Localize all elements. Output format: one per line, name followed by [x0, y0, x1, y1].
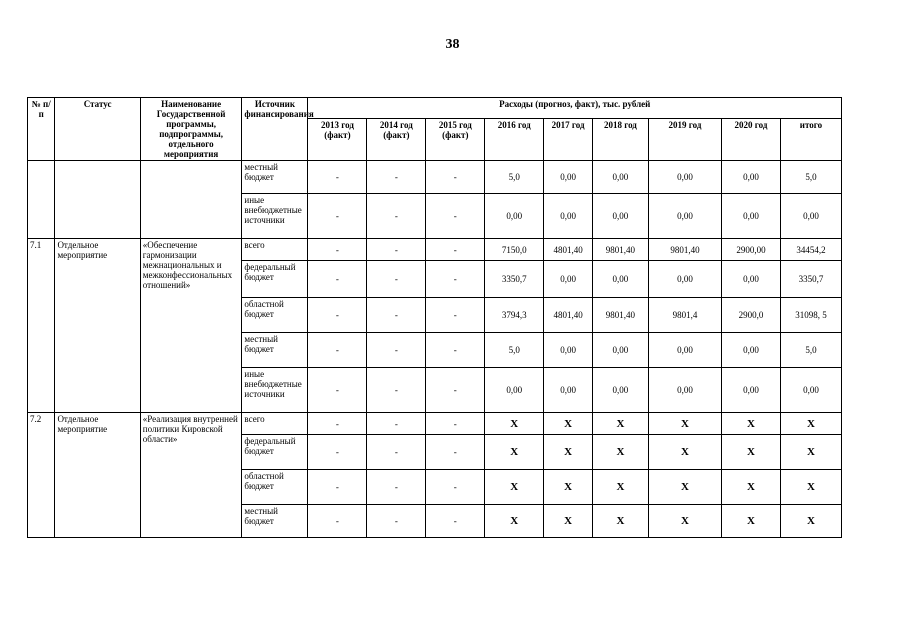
value-cell: 0,00 [780, 194, 841, 239]
value-cell: 0,00 [592, 161, 648, 194]
value-cell: 9801,40 [592, 298, 648, 333]
row-source: всего [242, 413, 308, 435]
value-cell: - [308, 161, 367, 194]
row-source: местный бюджет [242, 505, 308, 538]
value-cell: - [367, 505, 426, 538]
value-cell: X [485, 413, 544, 435]
value-cell: - [367, 239, 426, 261]
value-cell: 2900,00 [722, 239, 781, 261]
row-status: Отдельное мероприятие [55, 239, 140, 413]
value-cell: - [308, 368, 367, 413]
value-cell: 0,00 [592, 261, 648, 298]
header-source: Источник финансирования [242, 98, 308, 161]
value-cell: 0,00 [592, 194, 648, 239]
value-cell: X [780, 470, 841, 505]
value-cell: 0,00 [648, 161, 721, 194]
value-cell: 0,00 [722, 333, 781, 368]
value-cell: X [485, 505, 544, 538]
table-row [28, 161, 842, 194]
value-cell: X [592, 435, 648, 470]
row-name: «Реализация внутренней политики Кировской области» [140, 413, 242, 538]
value-cell: 0,00 [544, 194, 593, 239]
value-cell: - [367, 161, 426, 194]
value-cell: 0,00 [648, 333, 721, 368]
value-cell: 7150,0 [485, 239, 544, 261]
value-cell: 0,00 [544, 161, 593, 194]
header-year: 2020 год [722, 118, 781, 160]
row-source: местный бюджет [242, 333, 308, 368]
value-cell: 9801,40 [592, 239, 648, 261]
budget-table [27, 97, 842, 538]
row-num [28, 161, 55, 239]
value-cell: 0,00 [648, 261, 721, 298]
value-cell: X [722, 470, 781, 505]
value-cell: - [367, 298, 426, 333]
value-cell: - [308, 470, 367, 505]
value-cell: X [544, 470, 593, 505]
value-cell: - [308, 298, 367, 333]
header-row-top [28, 98, 842, 119]
page-number: 38 [445, 37, 460, 52]
row-source: местный бюджет [242, 161, 308, 194]
value-cell: - [426, 368, 485, 413]
row-num: 7.1 [28, 239, 55, 413]
value-cell: 0,00 [544, 333, 593, 368]
row-source: областной бюджет [242, 470, 308, 505]
value-cell: X [592, 505, 648, 538]
value-cell: 0,00 [592, 333, 648, 368]
value-cell: 3350,7 [485, 261, 544, 298]
header-num: № п/п [28, 98, 55, 161]
row-status [55, 161, 140, 239]
value-cell: - [308, 261, 367, 298]
value-cell: - [426, 435, 485, 470]
value-cell: 0,00 [648, 368, 721, 413]
value-cell: - [308, 435, 367, 470]
row-num: 7.2 [28, 413, 55, 538]
value-cell: X [485, 470, 544, 505]
header-year: 2019 год [648, 118, 721, 160]
value-cell: 31098, 5 [780, 298, 841, 333]
value-cell: 34454,2 [780, 239, 841, 261]
row-name [140, 161, 242, 239]
header-year: 2016 год [485, 118, 544, 160]
value-cell: - [308, 333, 367, 368]
value-cell: X [544, 413, 593, 435]
value-cell: 4801,40 [544, 298, 593, 333]
header-year: 2018 год [592, 118, 648, 160]
value-cell: - [367, 194, 426, 239]
table-body [28, 161, 842, 538]
value-cell: - [426, 333, 485, 368]
value-cell: X [648, 413, 721, 435]
value-cell: X [544, 505, 593, 538]
table-row [28, 413, 842, 435]
value-cell: - [426, 194, 485, 239]
value-cell: 9801,4 [648, 298, 721, 333]
header-year: итого [780, 118, 841, 160]
value-cell: - [367, 333, 426, 368]
value-cell: 2900,0 [722, 298, 781, 333]
value-cell: 0,00 [544, 368, 593, 413]
header-year: 2017 год [544, 118, 593, 160]
header-name: Наименование Государственной программы, подпрограммы, отдельного мероприятия [140, 98, 242, 161]
header-status: Статус [55, 98, 140, 161]
row-source: всего [242, 239, 308, 261]
header-year: 2013 год (факт) [308, 118, 367, 160]
value-cell: 5,0 [485, 161, 544, 194]
value-cell: X [592, 470, 648, 505]
value-cell: 3350,7 [780, 261, 841, 298]
value-cell: 0,00 [722, 261, 781, 298]
value-cell: - [426, 298, 485, 333]
row-source: областной бюджет [242, 298, 308, 333]
value-cell: - [308, 194, 367, 239]
value-cell: X [592, 413, 648, 435]
value-cell: X [780, 505, 841, 538]
value-cell: 3794,3 [485, 298, 544, 333]
value-cell: 0,00 [722, 194, 781, 239]
value-cell: X [780, 435, 841, 470]
value-cell: - [426, 161, 485, 194]
value-cell: X [648, 470, 721, 505]
value-cell: - [367, 435, 426, 470]
value-cell: X [722, 435, 781, 470]
value-cell: - [308, 413, 367, 435]
value-cell: 0,00 [722, 368, 781, 413]
value-cell: X [780, 413, 841, 435]
value-cell: - [426, 239, 485, 261]
value-cell: - [308, 505, 367, 538]
value-cell: 0,00 [722, 161, 781, 194]
value-cell: X [648, 435, 721, 470]
row-name: «Обеспечение гармонизации межнациональных и межконфессиональных отношений» [140, 239, 242, 413]
value-cell: - [308, 239, 367, 261]
value-cell: 0,00 [780, 368, 841, 413]
value-cell: X [722, 505, 781, 538]
value-cell: 0,00 [592, 368, 648, 413]
value-cell: 9801,40 [648, 239, 721, 261]
value-cell: 0,00 [485, 368, 544, 413]
value-cell: - [426, 505, 485, 538]
value-cell: 4801,40 [544, 239, 593, 261]
value-cell: - [426, 413, 485, 435]
row-status: Отдельное мероприятие [55, 413, 140, 538]
table-row [28, 239, 842, 261]
value-cell: X [722, 413, 781, 435]
value-cell: - [367, 368, 426, 413]
value-cell: - [426, 261, 485, 298]
row-source: иные внебюджетные источники [242, 368, 308, 413]
value-cell: - [367, 413, 426, 435]
value-cell: - [367, 470, 426, 505]
value-cell: 0,00 [648, 194, 721, 239]
value-cell: 5,0 [780, 161, 841, 194]
row-source: федеральный бюджет [242, 435, 308, 470]
value-cell: X [648, 505, 721, 538]
row-source: иные внебюджетные источники [242, 194, 308, 239]
value-cell: X [485, 435, 544, 470]
header-year: 2014 год (факт) [367, 118, 426, 160]
header-year: 2015 год (факт) [426, 118, 485, 160]
value-cell: - [367, 261, 426, 298]
value-cell: 5,0 [780, 333, 841, 368]
value-cell: 5,0 [485, 333, 544, 368]
row-source: федеральный бюджет [242, 261, 308, 298]
value-cell: X [544, 435, 593, 470]
value-cell: 0,00 [544, 261, 593, 298]
header-expenses: Расходы (прогноз, факт), тыс. рублей [308, 98, 842, 119]
value-cell: 0,00 [485, 194, 544, 239]
value-cell: - [426, 470, 485, 505]
